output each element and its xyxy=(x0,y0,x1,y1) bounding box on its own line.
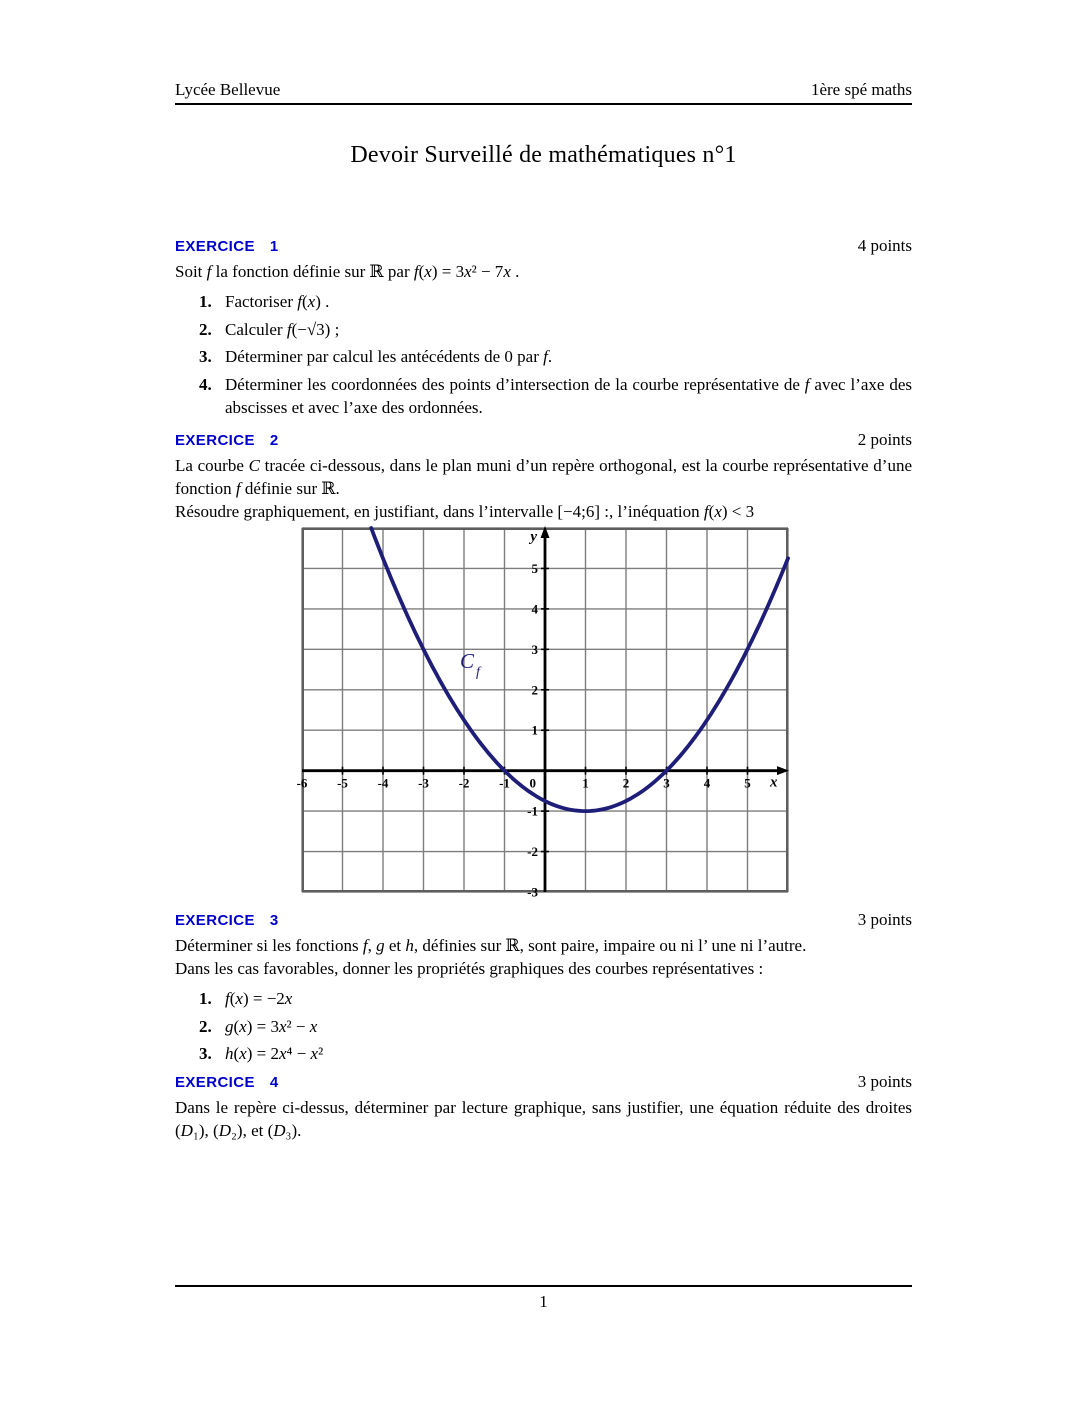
exercise-3-list xyxy=(175,987,912,1065)
item-number: 2. xyxy=(199,1016,212,1036)
item-text: Factoriser f(x) . xyxy=(225,292,330,311)
svg-text:f: f xyxy=(476,665,480,680)
header-rule xyxy=(175,103,912,105)
svg-text:3: 3 xyxy=(531,641,538,657)
doc-title: Devoir Surveillé de mathématiques n°1 xyxy=(350,142,737,168)
svg-text:2: 2 xyxy=(531,682,538,698)
exercise-3-paragraph: Déterminer si les fonctions f, g et h, définies sur ℝ, sont paire, impaire ou ni l’ une ni l’autre. xyxy=(175,936,807,955)
header-school: Lycée Bellevue xyxy=(175,80,281,99)
header-course: 1ère spé maths xyxy=(810,80,912,99)
svg-text:1: 1 xyxy=(582,775,589,791)
exercise-4 xyxy=(175,1072,912,1142)
svg-text:y: y xyxy=(530,529,537,545)
page-number: 1 xyxy=(539,1292,548,1311)
list-item xyxy=(175,1015,912,1038)
svg-text:2: 2 xyxy=(622,775,630,791)
exercise-1-title xyxy=(175,236,279,257)
exercise-4-number: 4 xyxy=(269,1074,279,1091)
item-text: h(x) = 2x⁴ − x² xyxy=(225,1044,324,1063)
svg-text:-1: -1 xyxy=(527,803,538,819)
list-item xyxy=(175,318,912,341)
exercise-1-label: EXERCICE xyxy=(175,238,255,255)
exercise-3-head xyxy=(175,910,912,931)
svg-text:-2: -2 xyxy=(458,775,470,791)
svg-text:-2: -2 xyxy=(527,844,538,860)
exercise-3-paragraph: Dans les cas favorables, donner les propriétés graphiques des courbes représentatives : xyxy=(175,959,764,978)
exercise-1 xyxy=(175,236,912,423)
svg-text:-5: -5 xyxy=(337,775,348,791)
exercise-2-label: EXERCICE xyxy=(175,432,255,449)
function-graph xyxy=(296,528,788,900)
item-text: g(x) = 3x² − x xyxy=(225,1016,318,1036)
exercise-4-paragraph: Dans le repère ci-dessus, déterminer par lecture graphique, sans justifier, une équation réduite des droites (D₁), (D₂), et (D₃). xyxy=(175,1098,912,1140)
svg-text:-3: -3 xyxy=(527,884,538,900)
item-number: 1. xyxy=(199,989,212,1008)
exercise-2-paragraph: La courbe C tracée ci-dessous, dans le plan muni d’un repère orthogonal, est la courbe représentative d’une fonction f définie sur ℝ. xyxy=(175,456,912,498)
exercise-1-list xyxy=(175,290,912,419)
list-item xyxy=(175,290,912,313)
svg-text:-1: -1 xyxy=(499,775,510,791)
svg-text:4: 4 xyxy=(703,775,711,791)
exercise-3-points: 3 points xyxy=(857,910,912,929)
item-text: f(x) = −2x xyxy=(225,989,293,1008)
item-number: 1. xyxy=(199,292,212,311)
svg-text:x: x xyxy=(770,774,778,791)
exercise-4-head xyxy=(175,1072,912,1093)
item-text: Déterminer les coordonnées des points d’intersection de la courbe représentative de f avec l’axe des abscisses et avec l’axe des ordonnées. xyxy=(225,374,912,417)
item-number: 3. xyxy=(199,1044,212,1063)
list-item xyxy=(175,1042,912,1065)
exercise-1-number: 1 xyxy=(269,238,279,255)
footer-rule xyxy=(175,1285,912,1287)
exercise-4-title xyxy=(175,1072,279,1093)
list-item xyxy=(175,987,912,1010)
curve-cf xyxy=(371,528,788,811)
exercise-3-label: EXERCICE xyxy=(175,912,255,929)
svg-text:4: 4 xyxy=(531,601,538,617)
exercise-3 xyxy=(175,910,912,1070)
exercise-2-title xyxy=(175,430,279,451)
svg-text:5: 5 xyxy=(531,560,538,576)
exercise-4-label: EXERCICE xyxy=(175,1074,255,1091)
exercise-1-intro: Soit f la fonction définie sur ℝ par f(x) = 3x² − 7x . xyxy=(175,262,520,281)
item-text: Déterminer par calcul les antécédents de 0 par f. xyxy=(225,347,553,366)
list-item xyxy=(175,373,912,419)
graph-figure xyxy=(296,528,788,900)
svg-text:C: C xyxy=(460,649,475,673)
curve-label xyxy=(460,649,482,680)
svg-text:3: 3 xyxy=(663,775,670,791)
item-text: Calculer f(−√3) ; xyxy=(225,319,340,339)
exercise-2-points: 2 points xyxy=(857,430,912,449)
svg-text:0: 0 xyxy=(529,775,536,791)
exercise-2-number: 2 xyxy=(269,432,279,449)
exercise-1-points: 4 points xyxy=(857,236,912,255)
tick-labels xyxy=(297,529,778,900)
svg-text:-4: -4 xyxy=(377,775,389,791)
item-number: 3. xyxy=(199,347,212,366)
exercise-3-title xyxy=(175,910,279,931)
list-item xyxy=(175,345,912,368)
exercise-1-head xyxy=(175,236,912,257)
exercise-2-paragraph: Résoudre graphiquement, en justifiant, dans l’intervalle [−4;6] :, l’inéquation f(x) < 3 xyxy=(175,502,755,521)
exercise-2 xyxy=(175,430,912,523)
svg-text:-3: -3 xyxy=(418,775,429,791)
exercise-2-head xyxy=(175,430,912,451)
item-number: 2. xyxy=(199,319,212,339)
svg-text:1: 1 xyxy=(531,722,538,738)
item-number: 4. xyxy=(199,374,212,394)
svg-text:-6: -6 xyxy=(296,775,308,791)
svg-text:5: 5 xyxy=(744,775,751,791)
page-header xyxy=(175,80,912,100)
exercise-4-points: 3 points xyxy=(857,1072,912,1091)
exercise-3-number: 3 xyxy=(269,912,279,929)
